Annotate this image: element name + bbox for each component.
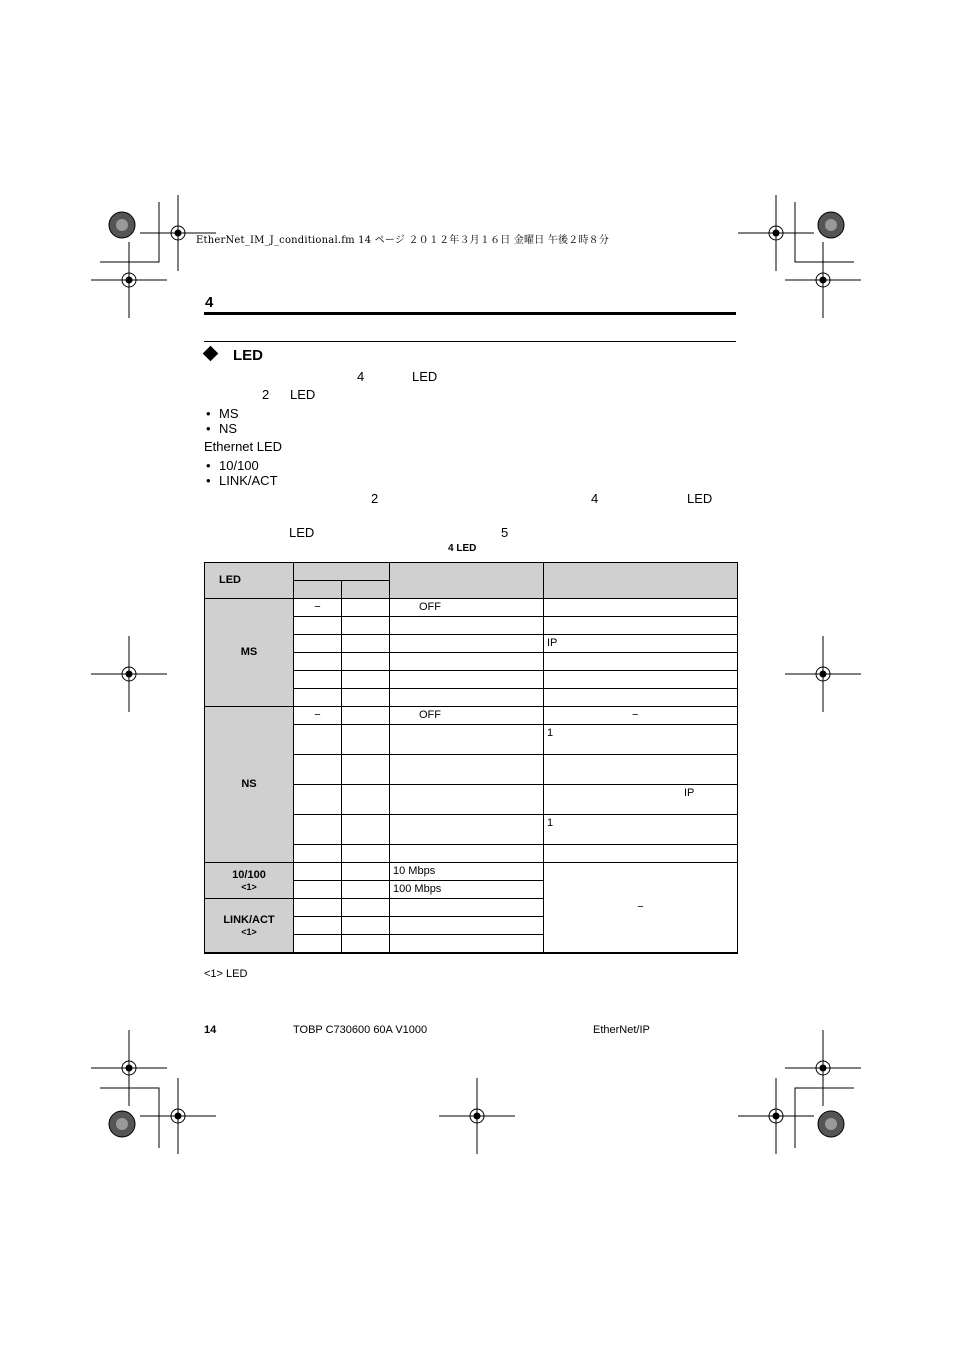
body-text: 4 [591,491,599,506]
header-cell [342,581,390,599]
table-cell [390,725,544,755]
table-cell [342,863,390,881]
table-cell [294,881,342,899]
table-cell: 10 Mbps [390,863,544,881]
speed-label: 10/100 [232,869,266,881]
body-text: 2 [371,491,379,506]
table-cell [294,755,342,785]
bullet-item: • MS [219,406,239,421]
table-header-row [205,563,738,581]
chapter-number: 4 [205,294,214,311]
body-text: LED [412,369,438,384]
table-cell: OFF [390,707,544,725]
table-cell [294,671,342,689]
table-cell: 100 Mbps [390,881,544,899]
body-text: 4 [357,369,365,384]
table-cell [342,635,390,653]
header-cell [294,563,390,581]
table-cell [390,653,544,671]
table-cell [294,935,342,954]
body-text: LED [289,525,315,540]
led-group-ms [205,599,294,707]
table-cell [342,881,390,899]
table-cell [390,785,544,815]
table-cell [390,815,544,845]
table-cell [342,845,390,863]
table-cell: − [294,707,342,725]
table-cell: − [544,707,738,725]
body-text: LED [687,491,713,506]
table-cell [342,725,390,755]
header-cell [544,563,738,599]
table-cell [342,653,390,671]
chapter-rule [204,312,736,315]
table-cell [294,635,342,653]
table-cell [544,755,738,785]
table-cell: OFF [390,599,544,617]
table-cell [390,917,544,935]
section-rule [204,341,736,342]
footer-product: EtherNet/IP [593,1024,650,1036]
led-group-link [205,899,294,954]
led-group-speed [205,863,294,899]
table-cell [342,899,390,917]
table-cell [544,845,738,863]
body-text: 2 [262,387,270,402]
footer-doc-id: TOBP C730600 60A V1000 [293,1024,428,1036]
section-title: LED [233,347,263,364]
table-cell [294,899,342,917]
table-row [205,707,738,725]
table-cell [294,785,342,815]
table-cell [342,755,390,785]
table-cell [342,617,390,635]
led-group-ns [205,707,294,863]
table-cell [544,617,738,635]
table-cell [390,671,544,689]
print-header: EtherNet_IM_J_conditional.fm 14 ページ ２０１２年３月１６日 金曜日 午後２時８分 [196,235,610,246]
led-table [204,562,738,954]
link-label: LINK/ACT [223,914,275,926]
table-row [205,599,738,617]
ms-label: MS [240,646,258,658]
body-text: LED [290,387,316,402]
table-cell: 1 [544,815,738,845]
table-cell [544,653,738,671]
table-cell [390,935,544,954]
table-cell: − [294,599,342,617]
header-cell [294,581,342,599]
table-cell [294,815,342,845]
table-cell [294,845,342,863]
table-cell: IP [544,635,738,653]
table-cell [390,755,544,785]
table-cell [294,863,342,881]
table-cell [294,689,342,707]
body-text: 5 [501,525,509,540]
header-led: LED [205,563,294,599]
speed-note: <1> [241,882,257,892]
table-cell [342,935,390,954]
table-cell [390,617,544,635]
table-cell [544,689,738,707]
table-cell [390,845,544,863]
table-cell [342,785,390,815]
bullet-item: • LINK/ACT [219,473,278,488]
table-cell [294,725,342,755]
table-row [205,863,738,881]
footnote: <1> LED [204,968,248,980]
table-cell [544,599,738,617]
link-note: <1> [241,927,257,937]
bullet-item: • 10/100 [219,458,259,473]
footer-page-number: 14 [204,1024,217,1036]
ethernet-desc: − [544,863,738,954]
bullet-item: • NS [219,421,237,436]
ns-label: NS [241,778,257,790]
table-cell [342,599,390,617]
table-cell [294,653,342,671]
table-cell [342,707,390,725]
table-cell [294,617,342,635]
table-cell: IP [544,785,738,815]
ethernet-label: Ethernet LED [204,439,283,454]
table-cell [390,635,544,653]
table-cell [342,917,390,935]
table-cell [544,671,738,689]
table-cell [342,815,390,845]
table-cell [342,689,390,707]
header-cell [390,563,544,599]
table-cell [342,671,390,689]
table-cell: 1 [544,725,738,755]
table-cell [390,689,544,707]
table-caption: 4 LED [448,543,477,554]
table-cell [294,917,342,935]
table-cell [390,899,544,917]
